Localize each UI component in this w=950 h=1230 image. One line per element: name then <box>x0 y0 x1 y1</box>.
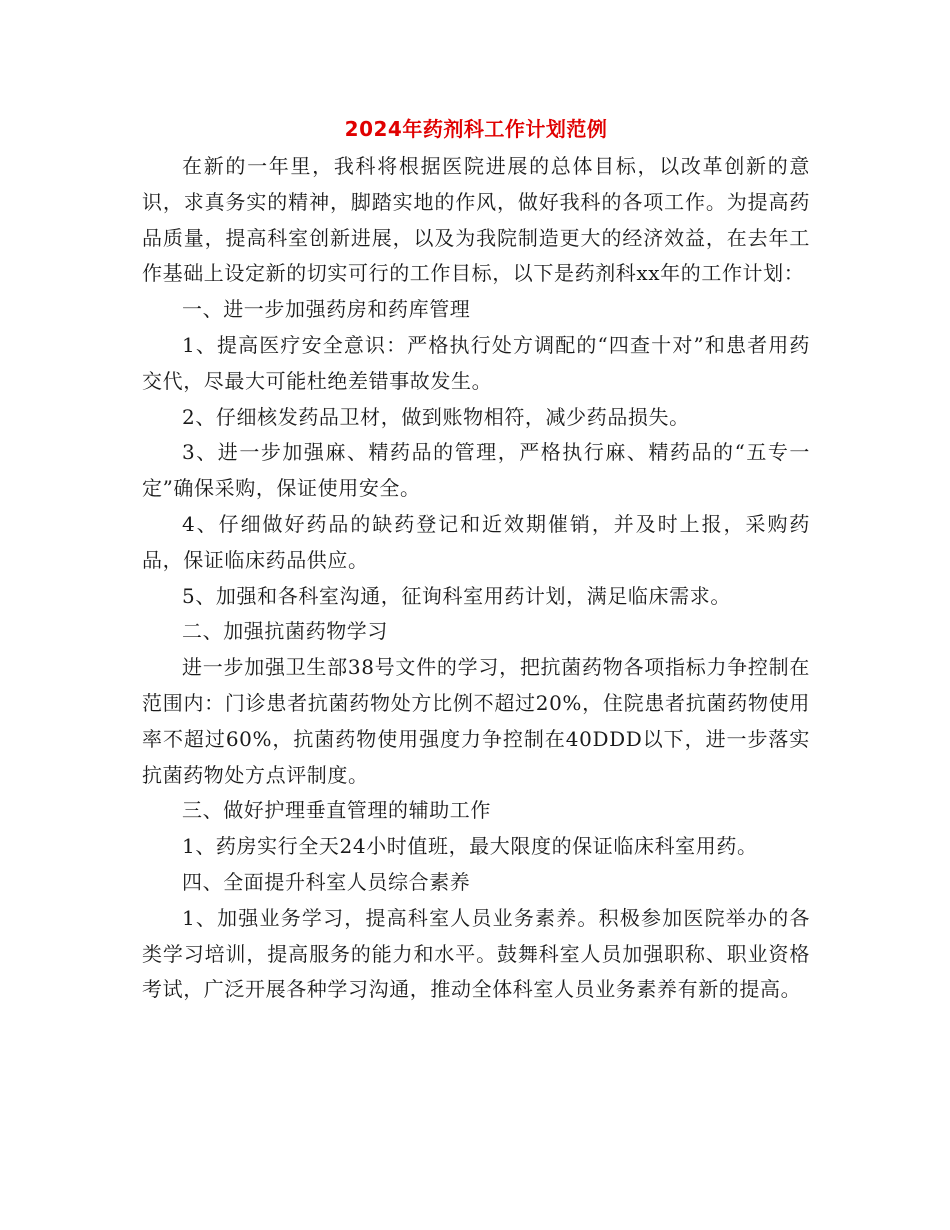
list-item: 1、药房实行全天24小时值班，最大限度的保证临床科室用药。 <box>182 834 758 859</box>
list-item: 5、加强和各科室沟通，征询科室用药计划，满足临床需求。 <box>182 583 731 608</box>
section-heading-2: 二、加强抗菌药物学习 <box>182 619 388 644</box>
section-heading-3: 三、做好护理垂直管理的辅助工作 <box>182 798 491 823</box>
intro-paragraph: 在新的一年里，我科将根据医院进展的总体目标，以改革创新的意识，求真务实的精神，脚踏实地的作风，做好我科的各项工作。为提高药品质量，提高科室创新进展，以及为我院制造更大的经济效益，在去年工作基础上设定新的切实可行的工作目标，以下是药剂科xx年的工作计划： <box>142 154 810 286</box>
body-paragraph: 进一步加强卫生部38号文件的学习，把抗菌药物各项指标力争控制在范围内：门诊患者抗菌药物处方比例不超过20%，住院患者抗菌药物使用率不超过60%，抗菌药物使用强度力争控制在40DDD以下，进一步落实抗菌药物处方点评制度。 <box>142 655 810 787</box>
list-item: 4、仔细做好药品的缺药登记和近效期催销，并及时上报，采购药品，保证临床药品供应。 <box>142 511 810 572</box>
list-item: 1、提高医疗安全意识：严格执行处方调配的“四查十对”和患者用药交代，尽最大可能杜绝差错事故发生。 <box>142 332 810 393</box>
list-item: 3、进一步加强麻、精药品的管理，严格执行麻、精药品的“五专一定”确保采购，保证使用安全。 <box>142 440 810 501</box>
list-item: 1、加强业务学习，提高科室人员业务素养。积极参加医院举办的各类学习培训，提高服务的能力和水平。鼓舞科室人员加强职称、职业资格考试，广泛开展各种学习沟通，推动全体科室人员业务素养有新的提高。 <box>142 905 810 1002</box>
list-item: 2、仔细核发药品卫材，做到账物相符，减少药品损失。 <box>182 404 690 429</box>
section-heading-1: 一、进一步加强药房和药库管理 <box>182 297 471 322</box>
section-heading-4: 四、全面提升科室人员综合素养 <box>182 869 471 894</box>
document-page <box>142 109 810 1008</box>
document-title: 2024年药剂科工作计划范例 <box>344 117 608 141</box>
